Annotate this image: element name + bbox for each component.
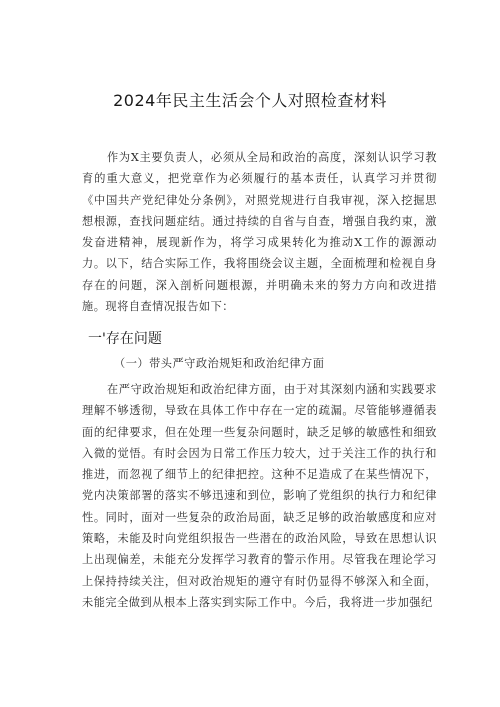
section-heading: 一'存在问题 xyxy=(88,331,162,347)
document-title: 2024年民主生活会个人对照检查材料 xyxy=(113,91,387,110)
subsection-heading: （一）带头严守政治规矩和政治纪律方面 xyxy=(114,357,325,370)
intro-paragraph: 作为X主要负责人，必须从全局和政治的高度，深刻认识学习教育的重大意义，把党章作为必须履行的基本责任，认真学习并贯彻《中国共产党纪律处分条例》，对照党规进行自我审视，深入挖掘思想根源，查找问题症结。通过持续的自省与自查，增强自我约束，激发奋进精神，展现新作为，将学习成果转化为推动X工作的源源动力。以下，结合实际工作，我将围绕会议主题，全面梳理和检视自身存在的问题，深入剖析问题根源，并明确未来的努力方向和改进措施。现将自查情况报告如下： xyxy=(82,151,437,314)
section-paragraph: 在严守政治规矩和政治纪律方面，由于对其深刻内涵和实践要求理解不够透彻，导致在具体工作中存在一定的疏漏。尽管能够遵循表面的纪律要求，但在处理一些复杂问题时，缺乏足够的敏感性和细致入微的觉悟。有时会因为日常工作压力较大，过于关注工作的执行和推进，而忽视了细节上的纪律把控。这种不足造成了在某些情况下，党内决策部署的落实不够迅速和到位，影响了党组织的执行力和纪律性。同时，面对一些复杂的政治局面，缺乏足够的政治敏感度和应对策略，未能及时向党组织报告一些潜在的政治风险，导致在思想认识上出现偏差，未能充分发挥学习教育的警示作用。尽管我在理论学习上保持持续关注，但对政治规矩的遵守有时仍显得不够深入和全面，未能完全做到从根本上落实到实际工作中。今后，我将进一步加强纪 xyxy=(82,383,437,609)
